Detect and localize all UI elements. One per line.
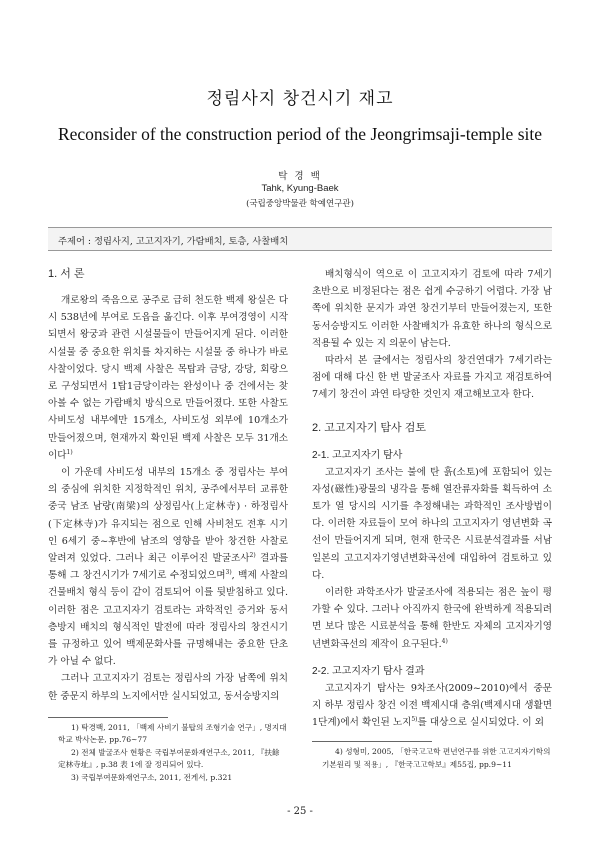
body-paragraph: 개로왕의 죽음으로 공주로 급히 천도한 백제 왕실은 다시 538년에 부여로 도읍을 옮긴다. 이후 부여경영이 시작되면서 왕궁과 관련 시설물들이 만들어지게 된다. 이러한 시설물 중 중요한 위치를 차지하는 시설물 중 하나가 바로 사찰이었다. 당시 백제 사찰은 목탑과 금당, 강당, 회랑으로 구성되면서 1탑1금당이라는 완성이나 중 건에서는 찾아볼 수 없는 가람배치 방식으로 만들어졌다. 또한 사찰도 사비도성 내부에만 15개소, 사비도성 외부에 10개소가 만들어졌으며, 현재까지 확인된 백제 사찰은 모두 31개소이다$^{1)}$ (48, 295, 288, 461)
paper-title-en: Reconsider of the construction period of the Jeongrimsaji-temple site (57, 124, 543, 144)
body-paragraph: 이러한 과학조사가 발굴조사에 적용되는 점은 높이 평가할 수 있다. 그러나 아직까지 한국에 완벽하게 적용되려면 보다 많은 시료분석을 통해 한반도 자체의 고지자기영년변화곡선의 제작이 요구된다.$^{4)}$ (312, 587, 552, 650)
body-paragraph: 따라서 본 글에서는 정림사의 창건연대가 7세기라는 점에 대해 다신 한 번 발굴조사 자료를 가지고 재검토하여 7세기 창건이 과연 타당한 것인지 재고해보고자 한다. (312, 355, 552, 401)
footnote-divider (48, 717, 168, 718)
section-heading-analysis: 2. 고고지자기 탐사 검토 (312, 421, 426, 434)
subsection-heading: 2-1. 고고지자기 탐사 (312, 449, 403, 461)
body-paragraph: 고고지자기 탐사는 9차조사(2009~2010)에서 중문지 하부 정림사 창건 이전 백제시대 층위(백제시대 생활면 1단계)에서 확인된 노지$^{5)}$를 대상으로 실시되었다. 이 외 (312, 682, 552, 729)
keywords-box: 주제어 : 정림사지, 고고지자기, 가람배치, 토층, 사찰배치 (48, 227, 552, 251)
left-column (48, 266, 288, 784)
footnote: 2) 전체 발굴조사 현황은 국립부여문화재연구소, 2011, 『扶餘 定林寺址』, p.38 表 1에 잘 정리되어 있다. (58, 747, 280, 770)
author-name-en: Tahk, Kyung-Baek (261, 183, 339, 194)
body-paragraph: 그러나 고고지자기 검토는 정림사의 가장 남쪽에 위치한 중문지 하부의 노지에서만 실시되었고, 동서승방지의 (48, 673, 288, 702)
section-heading-intro: 1. 서 론 (48, 268, 85, 280)
right-column (312, 266, 552, 771)
footnote-divider (312, 741, 432, 742)
body-paragraph: 고고지자기 조사는 불에 탄 흙(소토)에 포함되어 있는 자성(磁性)광물의 냉각을 통해 열잔류자화를 획득하여 소토가 열 당시의 시기를 추정해내는 과학적인 조사방법이다. 이러한 자료들이 모여 하나의 고고지자기 영년변화 곡선이 만들어지게 되며, 현재 한국은 시료분석결과를 서남일본의 고고지자기영년변화곡선에 대입하여 검토하고 있다. (312, 466, 552, 581)
body-paragraph: 배치형식이 역으로 이 고고지자기 검토에 따라 7세기 초반으로 비정된다는 점은 쉽게 수긍하기 어렵다. 가장 남쪽에 위치한 문지가 과연 창건기부터 만들어졌는지, 또한 동서승방지도 이러한 사찰배치가 유효한 하나의 형식으로 적용될 수 있는 지 의문이 남는다. (312, 269, 552, 349)
footnote: 1) 탁경백, 2011, 「백제 사비기 불탑의 조형기술 연구」, 명지대학교 박사논문, pp.76~77 (58, 722, 287, 745)
author-affiliation: (국립중앙박물관 학예연구관) (246, 199, 354, 209)
subsection-heading: 2-2. 고고지자기 탐사 결과 (312, 665, 425, 677)
page-number: - 25 - (287, 806, 313, 817)
footnote: 4) 성형미, 2005, 「한국고고학 편년연구를 위한 고고지자기학의 기본원리 및 적용」, 『한국고고학보』제55집, pp.9~11 (322, 747, 551, 769)
paper-title-ko: 정림사지 창건시기 재고 (206, 89, 394, 109)
footnote: 3) 국립부여문화재연구소, 2011, 전게서, p.321 (71, 772, 233, 782)
body-paragraph: 이 가운데 사비도성 내부의 15개소 중 정림사는 부여의 중심에 위치한 지정학적인 위치, 공주에서부터 교류한 중국 남조 남량(南梁)의 상정림사(上定林寺) · 하정림사(下定林寺)가 유지되는 점으로 인해 사비천도 전후 시기인 6세기 중~후반에 남조의 영향을 받아 창건한 사찰로 알려져 있었다. 그러나 최근 이루어진 발굴조사$^{2)}$ 결과를 통해 그 창건시기가 7세기로 수정되었으며$^{3)}$, 백제 사찰의 건물배치 형식 등이 같이 검토되어 이를 뒷받침하고 있다. 이러한 점은 고고지자기 검토라는 과학적인 증거와 동서층방지 배치의 형식적인 발전에 따라 정림사의 창건시기를 규정하고 있어 백제문화사를 규명해내는 중요한 단초가 아닐 수 없다. (48, 467, 288, 668)
author-name-ko: 탁 경 백 (278, 171, 322, 182)
